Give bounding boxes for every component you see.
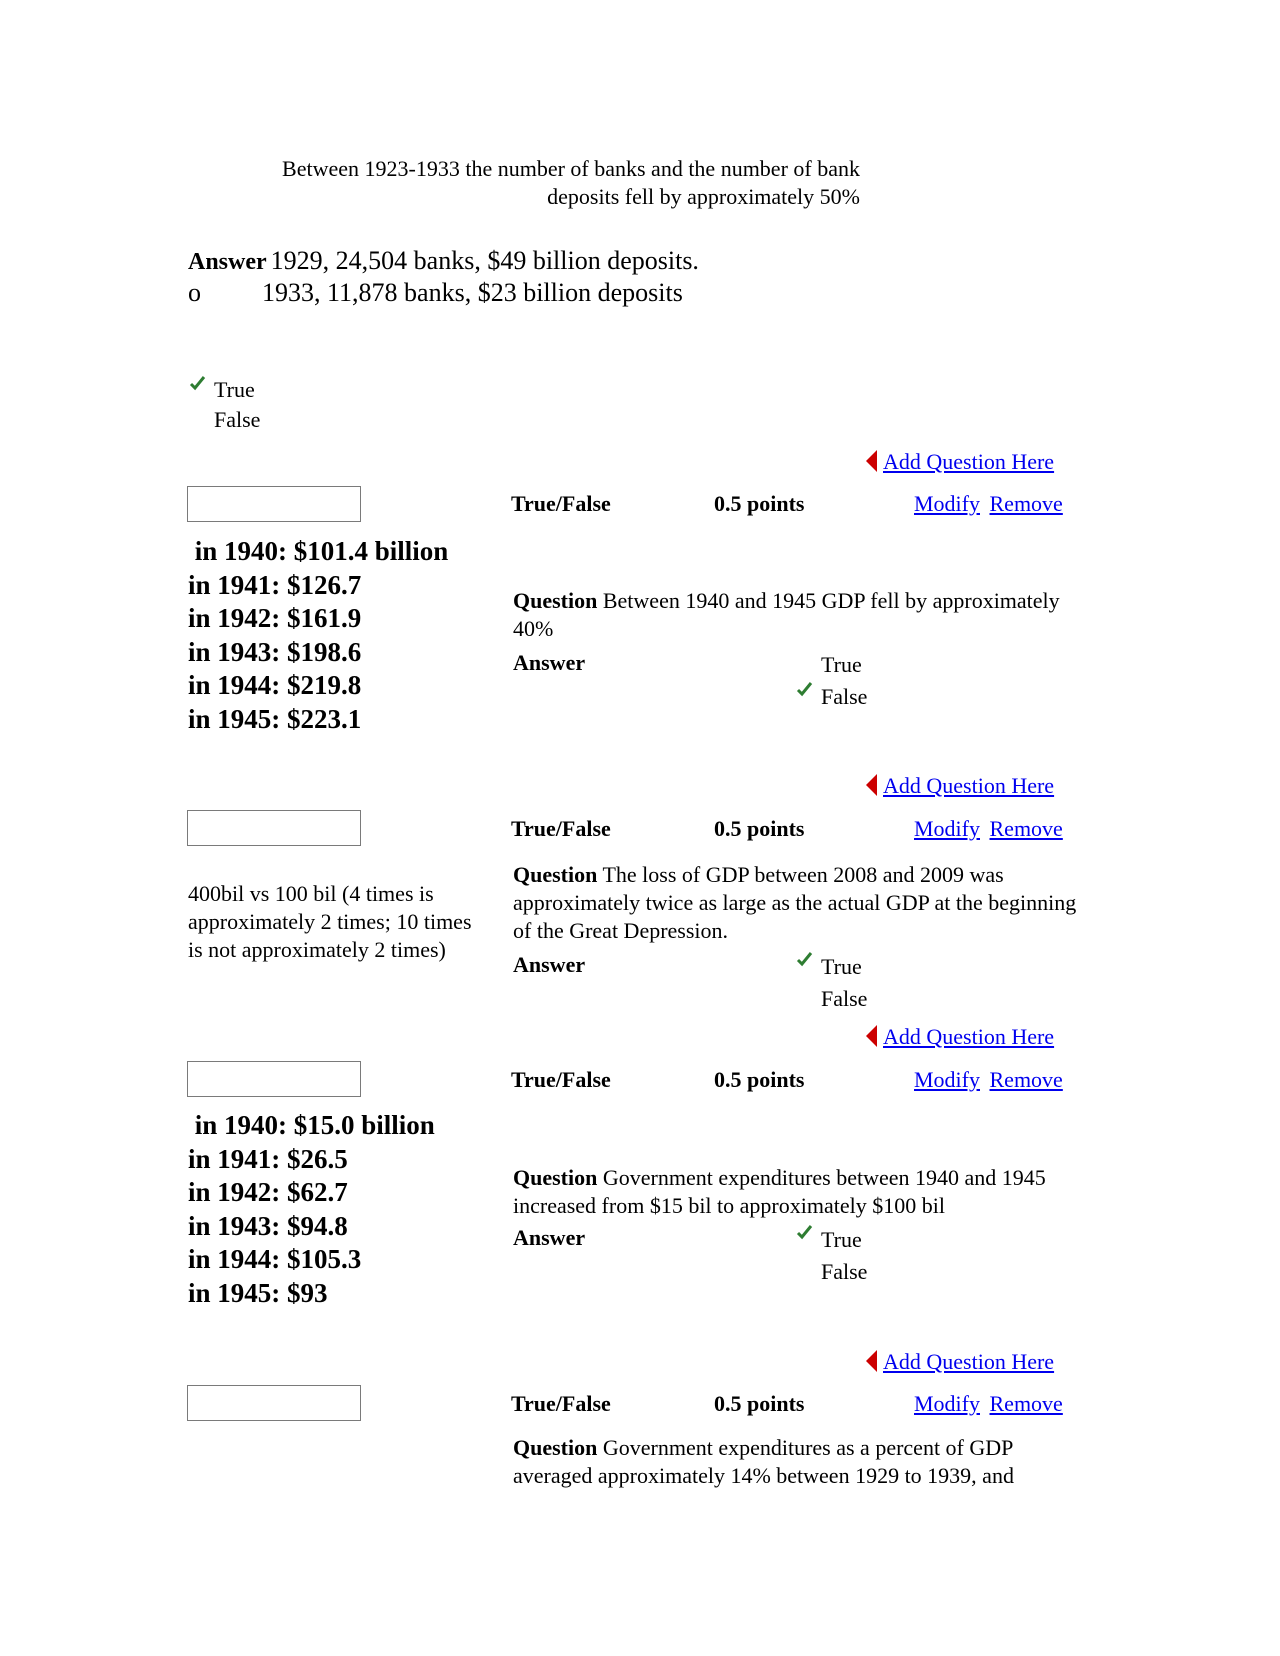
checkmark-icon bbox=[796, 680, 814, 698]
add-question-label[interactable]: Add Question Here bbox=[883, 773, 1055, 798]
question-type: True/False bbox=[511, 1391, 611, 1416]
left-arrow-icon bbox=[866, 1025, 877, 1047]
question-text bbox=[513, 861, 1093, 945]
bullet-marker: o bbox=[188, 278, 201, 307]
year-note: in 1943: $198.6 bbox=[188, 636, 362, 667]
modify-link[interactable]: Modify bbox=[914, 816, 980, 841]
year-note: in 1941: $26.5 bbox=[188, 1143, 348, 1174]
answer-label: Answer bbox=[513, 952, 586, 977]
modify-link[interactable]: Modify bbox=[914, 1067, 980, 1092]
question-type: True/False bbox=[511, 816, 611, 841]
add-question-link[interactable] bbox=[866, 772, 1054, 800]
points-input-box[interactable] bbox=[187, 486, 361, 522]
intro-line-2: deposits fell by approximately 50% bbox=[547, 184, 860, 209]
year-note: in 1945: $223.1 bbox=[188, 703, 362, 734]
intro-option-false: False bbox=[214, 407, 261, 432]
question-body: Between 1940 and 1945 GDP fell by approximately 40% bbox=[513, 588, 1060, 641]
intro-answer-label: Answer bbox=[188, 249, 267, 275]
question-type: True/False bbox=[511, 1067, 611, 1092]
option-false: False bbox=[821, 1259, 868, 1284]
question-points: 0.5 points bbox=[714, 491, 805, 516]
add-question-link[interactable] bbox=[866, 448, 1054, 476]
points-input-box[interactable] bbox=[187, 1385, 361, 1421]
year-note: in 1944: $219.8 bbox=[188, 670, 362, 700]
answer-label: Answer bbox=[513, 1225, 586, 1250]
modify-link[interactable]: Modify bbox=[914, 1391, 980, 1416]
intro-line-1: Between 1923-1933 the number of banks and the number of bank bbox=[282, 156, 860, 181]
question-actions bbox=[914, 815, 1063, 843]
remove-link[interactable]: Remove bbox=[989, 1391, 1063, 1416]
question-body: Government expenditures between 1940 and 1945 increased from $15 bil to approximately $100 bil bbox=[513, 1165, 1046, 1218]
option-false: False bbox=[821, 684, 868, 709]
modify-link[interactable]: Modify bbox=[914, 491, 980, 516]
left-arrow-icon bbox=[866, 450, 877, 472]
intro-answer bbox=[188, 244, 699, 277]
question-body: Government expenditures as a percent of GDP averaged approximately 14% between 1929 to 1939, and bbox=[513, 1435, 1014, 1488]
add-question-label[interactable]: Add Question Here bbox=[883, 1024, 1055, 1049]
question-label: Question bbox=[513, 588, 598, 613]
year-note: in 1942: $62.7 bbox=[188, 1177, 348, 1207]
question-actions bbox=[914, 1066, 1063, 1094]
checkmark-icon bbox=[796, 1223, 814, 1241]
question-label: Question bbox=[513, 1435, 598, 1460]
intro-answer-line-1: 1929, 24,504 banks, $49 billion deposits. bbox=[270, 246, 699, 275]
left-arrow-icon bbox=[866, 1350, 877, 1372]
question-text bbox=[513, 587, 1083, 643]
answer-label: Answer bbox=[513, 650, 586, 675]
option-false: False bbox=[821, 986, 868, 1011]
year-note: in 1941: $126.7 bbox=[188, 569, 362, 600]
intro-statement bbox=[200, 155, 860, 211]
points-input-box[interactable] bbox=[187, 810, 361, 846]
year-note: in 1945: $93 bbox=[188, 1277, 328, 1308]
checkmark-icon bbox=[189, 374, 207, 392]
remove-link[interactable]: Remove bbox=[989, 816, 1063, 841]
question-body: The loss of GDP between 2008 and 2009 was approximately twice as large as the actual GDP at the beginning of the Great Depression. bbox=[513, 862, 1077, 943]
add-question-label[interactable]: Add Question Here bbox=[883, 449, 1055, 474]
add-question-label[interactable]: Add Question Here bbox=[883, 1349, 1055, 1374]
question-points: 0.5 points bbox=[714, 1391, 805, 1416]
question-type: True/False bbox=[511, 491, 611, 516]
add-question-link[interactable] bbox=[866, 1023, 1054, 1051]
year-notes-list bbox=[188, 535, 448, 736]
checkmark-icon bbox=[796, 950, 814, 968]
grader-note: 400bil vs 100 bil (4 times is approximately 2 times; 10 times is not approximately 2 times) bbox=[188, 881, 472, 962]
option-true: True bbox=[821, 954, 862, 979]
question-points: 0.5 points bbox=[714, 1067, 805, 1092]
intro-answer-line-2: 1933, 11,878 banks, $23 billion deposits bbox=[262, 278, 683, 307]
question-label: Question bbox=[513, 862, 598, 887]
question-text bbox=[513, 1164, 1093, 1220]
year-note: in 1943: $94.8 bbox=[188, 1210, 348, 1241]
remove-link[interactable]: Remove bbox=[989, 491, 1063, 516]
option-true: True bbox=[821, 1227, 862, 1252]
intro-option-true: True bbox=[214, 377, 255, 402]
question-points: 0.5 points bbox=[714, 816, 805, 841]
year-note: in 1940: $15.0 billion bbox=[188, 1110, 435, 1140]
remove-link[interactable]: Remove bbox=[989, 1067, 1063, 1092]
question-actions bbox=[914, 1390, 1063, 1418]
points-input-box[interactable] bbox=[187, 1061, 361, 1097]
question-label: Question bbox=[513, 1165, 598, 1190]
year-notes-list bbox=[188, 1109, 435, 1310]
question-actions bbox=[914, 490, 1063, 518]
intro-answer-bullet-row bbox=[188, 276, 683, 309]
question-text bbox=[513, 1434, 1093, 1490]
option-true: True bbox=[821, 652, 862, 677]
left-arrow-icon bbox=[866, 774, 877, 796]
year-note: in 1942: $161.9 bbox=[188, 603, 362, 633]
add-question-link[interactable] bbox=[866, 1348, 1054, 1376]
year-note: in 1940: $101.4 billion bbox=[188, 536, 449, 566]
year-note: in 1944: $105.3 bbox=[188, 1244, 362, 1274]
